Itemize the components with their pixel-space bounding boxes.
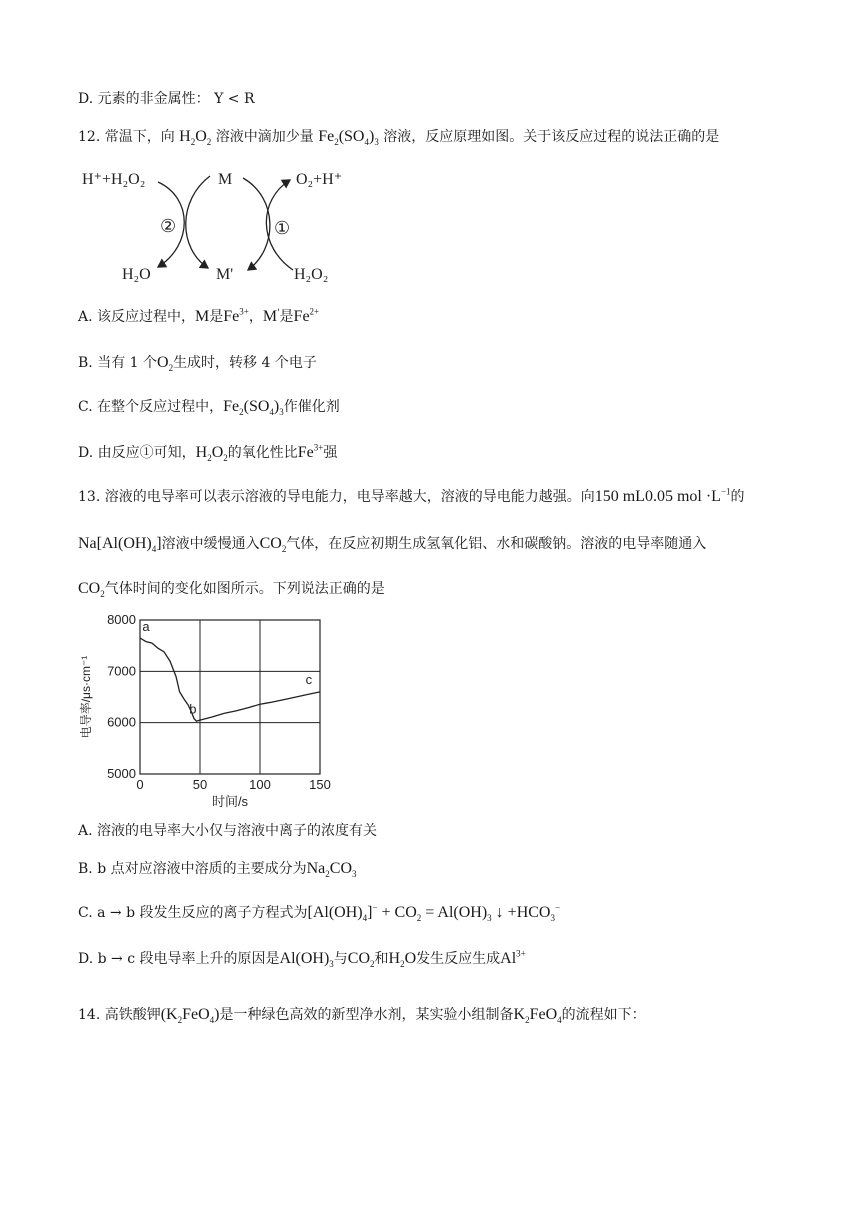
q12-a-mprime: M [262,308,278,325]
point-c-label: c [305,672,313,688]
x-axis-label: 时间/s [211,794,249,808]
q12-stem-pre: 12. 常温下，向 [78,129,180,145]
q13-d-mid2: 和 [374,951,389,967]
q13-l2-gas: 气体，在反应初期生成氢氧化铝、水和碳酸钠。溶液的电导率随通入 [286,536,707,552]
q13-l1-post: 的 [730,489,745,505]
label-o2-h: O₂+H⁺ [296,171,343,188]
q13-option-c [78,902,560,923]
q12-a-is: 是 [209,309,224,325]
k2feo4-formula: $(K_2FeO_4)$ [160,1006,220,1026]
q13-l2-post: 溶液中缓慢通入 [161,536,260,552]
point-b-label: b [189,701,197,717]
na2co3-formula: $Na_2CO_3$ [306,860,357,880]
y-axis-label: 电导率/μs·cm⁻¹ [79,655,93,739]
label-m-prime: M' [216,266,234,283]
q14-pre: 14. 高铁酸钾 [78,1007,161,1023]
label-h-h2o2: H⁺+H₂O₂ [82,171,146,188]
x-tick-label: 50 [192,777,208,792]
k2feo4-formula-2: $K_2FeO_4$ [513,1006,562,1026]
q12-c-pre: C. 在整个反应过程中， [78,399,224,415]
h2o2-formula: $H_2O_2$ [179,128,212,148]
conductivity-series-line [140,638,320,721]
co2-formula-d: $CO_2$ [347,950,375,970]
fe2so43-formula: $Fe_2(SO_4)_3$ [318,128,379,148]
point-a-label: a [142,618,150,634]
h2o-formula-d: $H_2O$ [388,950,417,970]
q14-stem [78,1004,646,1025]
q13-c-pre: C. a → b 段发生反应的离子方程式为 [78,905,308,921]
q12-stem-mid: 溶液中滴加少量 [211,129,319,145]
al3-ion: $Al^{3+}$ [500,948,526,967]
q12-a-pre: A. 该反应过程中， [78,309,196,325]
q13-d-mid1: 与 [333,951,348,967]
ionic-equation: $[Al(OH)_4]^- + CO_2 = Al(OH)_3$ ↓ $+HCO_3^-$ [307,902,561,924]
arc-center-left [186,176,210,268]
fe2-ion: $Fe^{2+}$ [293,306,320,325]
q13-option-a [78,820,377,840]
y-tick-label: 8000 [107,612,136,627]
q12-d-pre: D. 由反应①可知， [78,445,196,461]
y-tick-label: 6000 [107,714,136,730]
q13-l1-pre: 13. 溶液的电导率可以表示溶液的导电能力，电导率越大，溶液的导电能力越强。向 [78,489,595,505]
h2o2-formula-d: $H_2O_2$ [195,444,228,464]
x-tick-label: 100 [249,777,271,792]
q13-option-d [78,948,526,969]
q12-option-a: A. 该反应过程中，M是$Fe^{3+}$，M'是$Fe^{2+}$ [78,306,320,325]
q14-mid: 是一种绿色高效的新型净水剂，某实验小组制备 [219,1007,514,1023]
unit-l-inverse: $\cdot L^{-1}$ [701,486,731,505]
q12-d-post: 强 [323,445,338,461]
fe2so43-formula-c: $Fe_2(SO_4)_3$ [223,398,284,418]
x-tick-label: 150 [309,777,331,792]
q11-option-d [78,88,255,108]
fe3-ion-d: $Fe^{3+}$ [297,442,324,461]
step-2-label: ② [160,216,177,236]
q13-stem-line1 [78,486,745,506]
step-1-label: ① [274,218,291,238]
q13-d-mid3: 发生反应生成 [416,951,501,967]
y-tick-label: 5000 [107,766,136,781]
q13-b-pre: B. b 点对应溶液中溶质的主要成分为 [78,861,307,877]
q13-d-pre: D. b → c 段电导率上升的原因是 [78,951,280,967]
q12-b-pre: B. 当有 1 个 [78,355,157,371]
q12-c-post: 作催化剂 [283,399,340,415]
q12-option-c [78,396,340,417]
q13-l3-post: 气体时间的变化如图所示。下列说法正确的是 [104,581,385,597]
q12-a-is2: 是 [279,309,294,325]
q13-concentration: 150 mL0.05 mol [594,488,702,505]
label-h2o2-bottom: H₂O₂ [294,266,329,283]
q13-option-b [78,858,357,879]
na-aloh4-formula: $Na[Al(OH)_4]$ [78,535,162,555]
conductivity-chart [78,608,338,808]
q11-option-d-text: D. 元素的非金属性： Y < R [78,91,255,107]
q12-stem [78,126,719,147]
q14-post: 的流程如下： [561,1007,646,1023]
aloh3-formula: $Al(OH)_3$ [279,950,334,970]
co2-formula-2: $CO_2$ [78,580,105,600]
label-m: M [218,171,233,188]
q12-option-d [78,442,337,463]
fe3-ion: $Fe^{3+}$ [223,306,249,325]
o2-formula: $O_2$ [157,354,174,374]
label-h2o: H₂O [122,266,151,283]
y-tick-label: 7000 [107,663,136,679]
co2-formula: $CO_2$ [259,535,287,555]
q13-stem-line3 [78,578,385,599]
q13-a-text: A. 溶液的电导率大小仅与溶液中离子的浓度有关 [78,823,378,839]
q12-b-post: 生成时，转移 4 个电子 [173,355,317,371]
q12-option-b [78,352,317,373]
q13-stem-line2 [78,533,706,554]
q12-stem-post: 溶液，反应原理如图。关于该反应过程的说法正确的是 [378,129,720,145]
x-tick-label: 0 [136,777,144,792]
q12-a-m: M [195,308,210,325]
q12-d-mid: 的氧化性比 [227,445,298,461]
reaction-cycle-diagram [78,160,368,290]
